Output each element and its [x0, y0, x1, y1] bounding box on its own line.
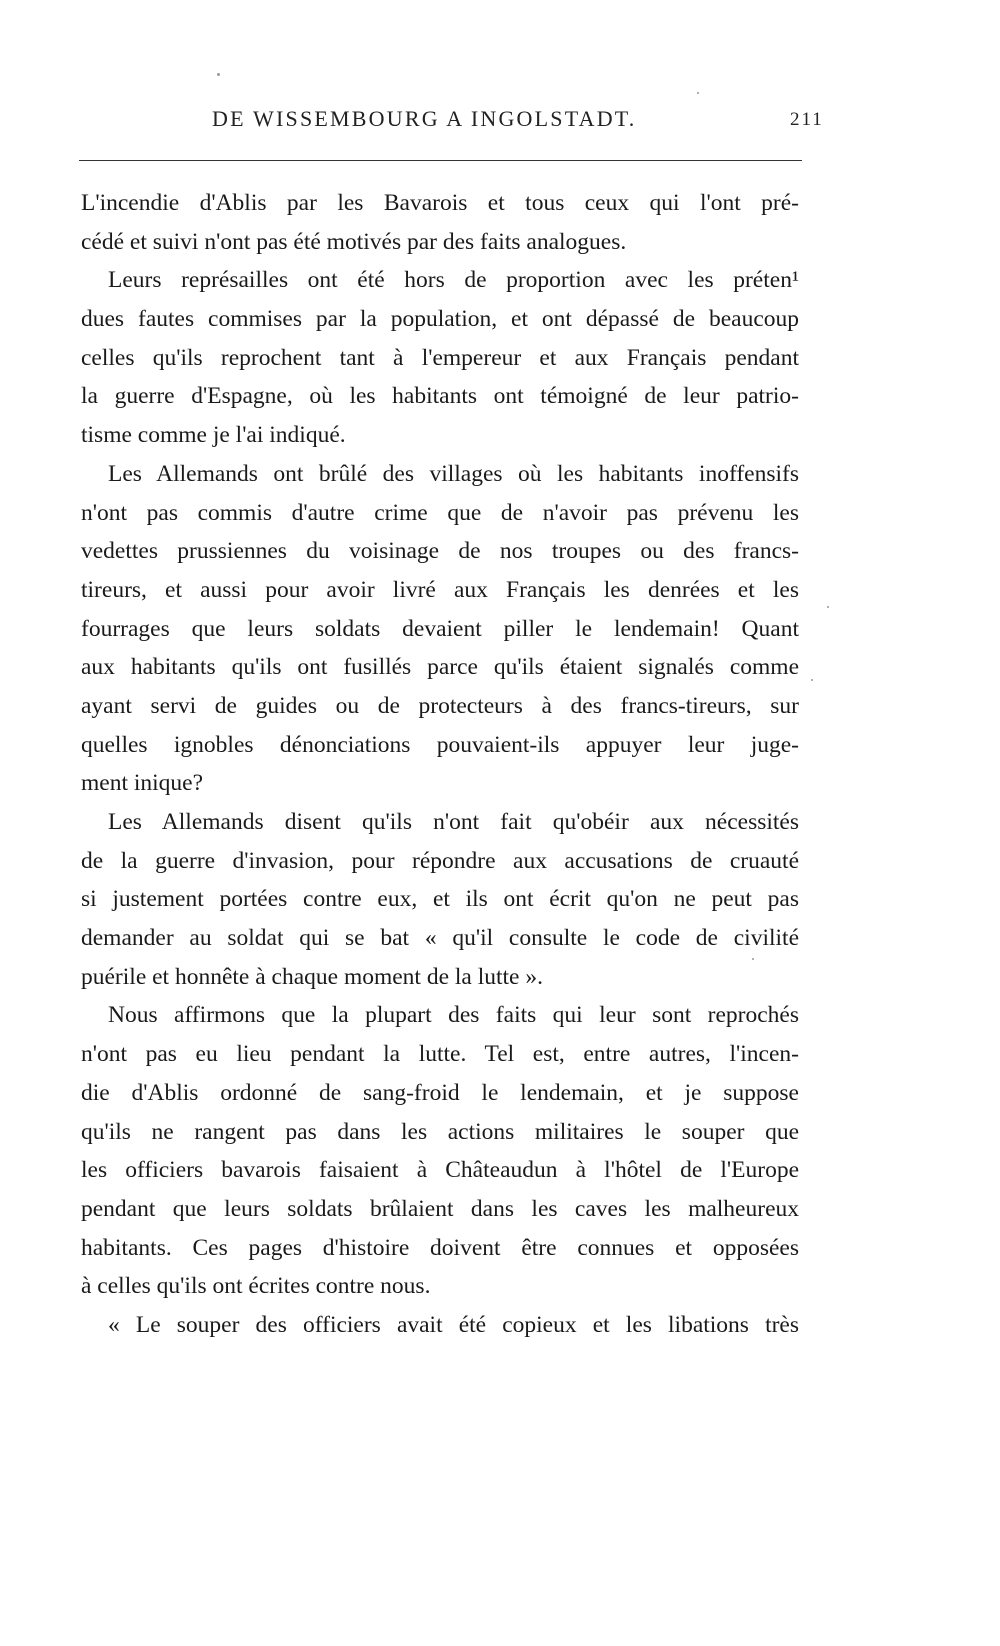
text-line: Les Allemands disent qu'ils n'ont fait qu'obéir aux nécessités — [108, 809, 799, 835]
body-text — [81, 184, 799, 1345]
text-line: cédé et suivi n'ont pas été motivés par des faits analogues. — [81, 228, 627, 255]
text-line: à celles qu'ils ont écrites contre nous. — [81, 1273, 431, 1300]
text-line: die d'Ablis ordonné de sang-froid le lendemain, et je suppose — [81, 1079, 799, 1106]
text-line: n'ont pas eu lieu pendant la lutte. Tel est, entre autres, l'incen- — [81, 1041, 799, 1068]
text-line: de la guerre d'invasion, pour répondre aux accusations de cruauté — [81, 847, 799, 874]
text-line: tireurs, et aussi pour avoir livré aux Français les denrées et les — [81, 576, 799, 603]
text-line: la guerre d'Espagne, où les habitants ont témoigné de leur patrio- — [81, 383, 799, 410]
running-title: DE WISSEMBOURG A INGOLSTADT. — [212, 106, 637, 131]
text-line: Leurs représailles ont été hors de proportion avec les préten¹ — [108, 267, 799, 294]
text-line: puérile et honnête à chaque moment de la lutte ». — [81, 963, 543, 990]
running-head — [0, 106, 1000, 136]
text-line: dues fautes commises par la population, et ont dépassé de beaucoup — [81, 306, 799, 333]
text-line: pendant que leurs soldats brûlaient dans les caves les malheureux — [81, 1195, 799, 1222]
text-line: fourrages que leurs soldats devaient piller le lendemain! Quant — [81, 615, 799, 642]
text-line: ayant servi de guides ou de protecteurs à des francs-tireurs, sur — [81, 692, 799, 719]
text-line: L'incendie d'Ablis par les Bavarois et tous ceux qui l'ont pré- — [81, 190, 799, 216]
text-line: habitants. Ces pages d'histoire doivent être connues et opposées — [81, 1234, 799, 1261]
paper-speck — [217, 73, 220, 76]
text-line: quelles ignobles dénonciations pouvaient-ils appuyer leur juge- — [81, 731, 799, 758]
text-line: demander au soldat qui se bat « qu'il consulte le code de civilité — [81, 925, 799, 952]
text-line: aux habitants qu'ils ont fusillés parce qu'ils étaient signalés comme — [81, 654, 799, 681]
paper-speck — [811, 679, 813, 681]
text-line: qu'ils ne rangent pas dans les actions militaires le souper que — [81, 1118, 799, 1145]
text-line: « Le souper des officiers avait été copieux et les libations très — [108, 1311, 799, 1338]
text-line: ment inique? — [81, 770, 204, 797]
text-line: Les Allemands ont brûlé des villages où les habitants inoffensifs — [108, 460, 799, 487]
page-number: 211 — [790, 109, 824, 130]
paper-speck — [752, 958, 754, 960]
text-line: les officiers bavarois faisaient à Châteaudun à l'hôtel de l'Europe — [81, 1157, 799, 1184]
text-line: vedettes prussiennes du voisinage de nos troupes ou des francs- — [81, 538, 799, 565]
paper-speck — [697, 92, 699, 94]
text-line: si justement portées contre eux, et ils ont écrit qu'on ne peut pas — [81, 886, 799, 913]
text-line: n'ont pas commis d'autre crime que de n'avoir pas prévenu les — [81, 499, 799, 526]
text-line: Nous affirmons que la plupart des faits qui leur sont reprochés — [108, 1002, 799, 1029]
paper-speck — [827, 606, 829, 608]
text-line: tisme comme je l'ai indiqué. — [81, 422, 346, 449]
text-line: celles qu'ils reprochent tant à l'empereur et aux Français pendant — [81, 344, 799, 371]
header-rule — [79, 160, 802, 161]
